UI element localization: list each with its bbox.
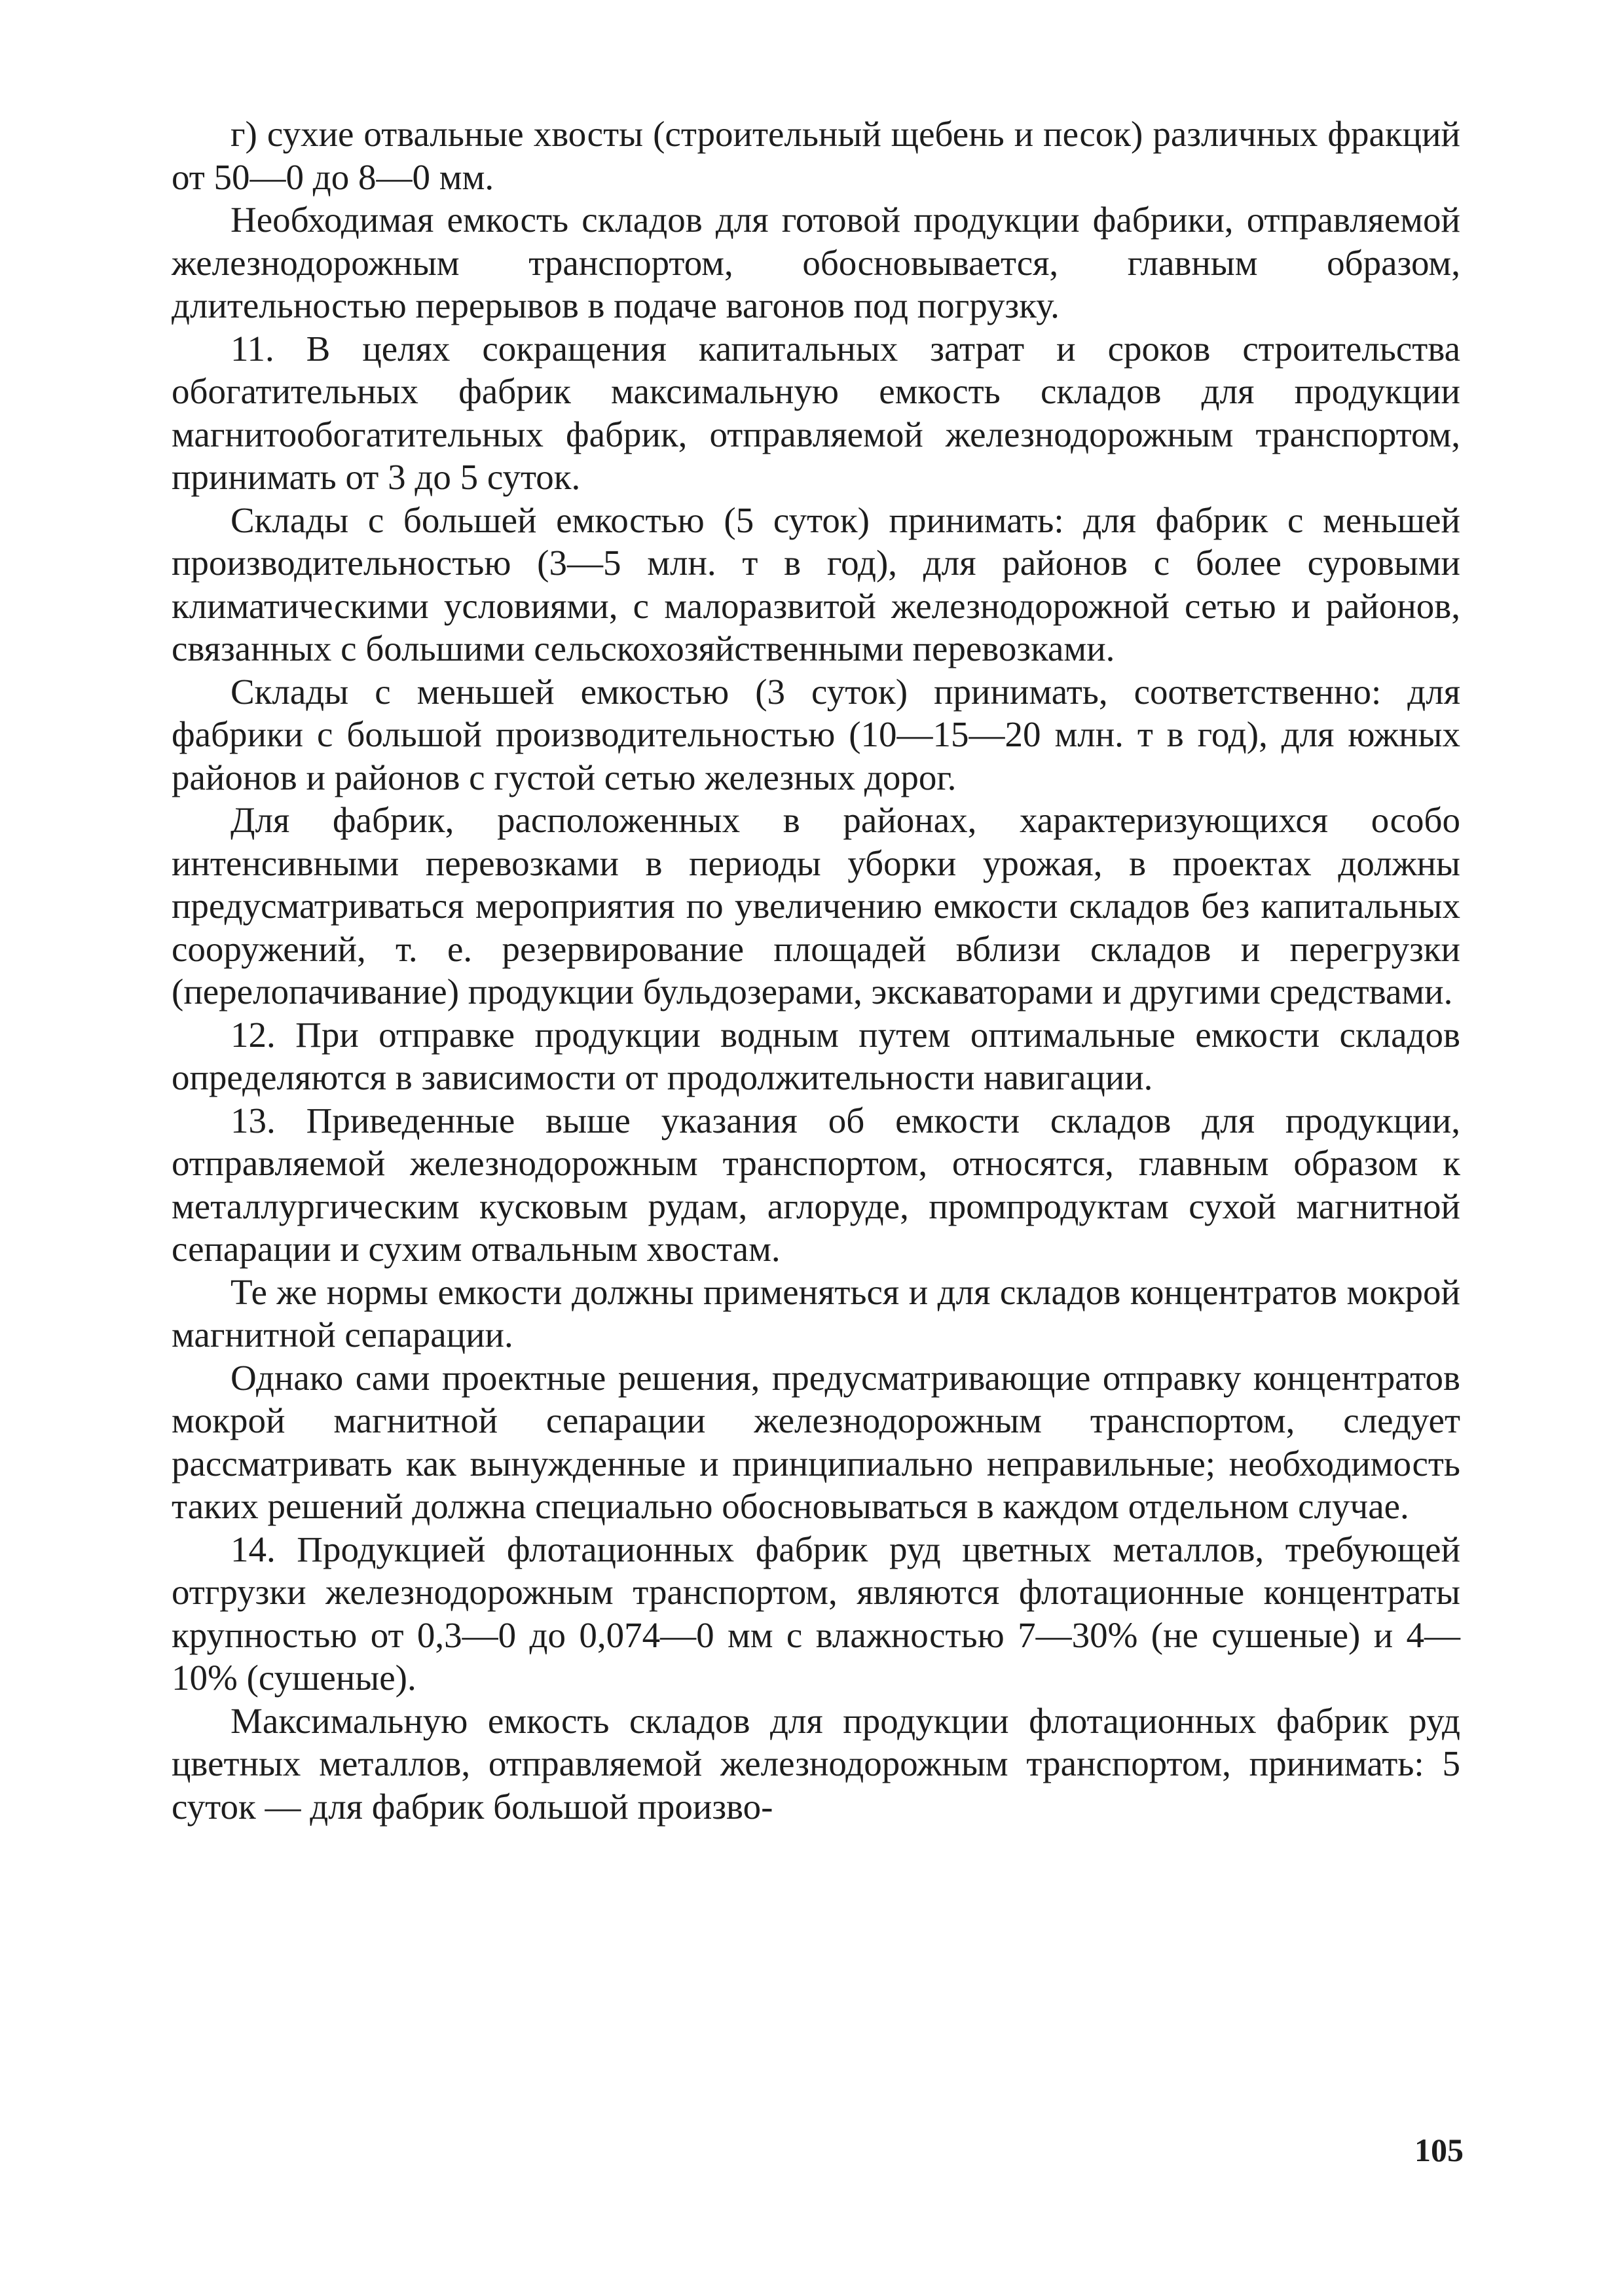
- paragraph-item-12: 12. При отправке продукции водным путем оптимальные емкости складов определяются в зависимости от продолжительности навигации.: [172, 1014, 1460, 1097]
- paragraph-item-13: 13. Приведенные выше указания об емкости складов для продукции, отправляемой железнодорожным транспортом, относятся, главным образом к металлургическим кусковым рудам, аглоруде, промпродуктам сухой магнитной сепарации и сухим отвальным хвостам.: [172, 1100, 1460, 1269]
- page-number: 105: [1414, 2132, 1464, 2168]
- paragraph-design-decisions: Однако сами проектные решения, предусматривающие отправку концентратов мокрой магнитной сепарации железнодорожным транспортом, следует рассматривать как вынужденные и принципиально неправильные; необходимость таких решений должна специально обосновываться в каждом отдельном случае.: [172, 1357, 1460, 1526]
- paragraph-dry-tailings: г) сухие отвальные хвосты (строительный щебень и песок) различных фракций от 50—0 до 8—0 мм.: [172, 114, 1460, 197]
- paragraph-larger-warehouses: Склады с большей емкостью (5 суток) принимать: для фабрик с меньшей производительностью (3—5 млн. т в год), для районов с более суровыми климатическими условиями, с малоразвитой железнодорожной сетью и районов, связанных с большими сельскохозяйственными перевозками.: [172, 500, 1460, 668]
- paragraph-max-capacity: Максимальную емкость складов для продукции флотационных фабрик руд цветных металлов, отправляемой железнодорожным транспортом, принимать: 5 суток — для фабрик большой произво-: [172, 1700, 1460, 1827]
- paragraph-item-11: 11. В целях сокращения капитальных затрат и сроков строительства обогатительных фабрик максимальную емкость складов для продукции магнитообогатительных фабрик, отправляемой железнодорожным транспортом, принимать от 3 до 5 суток.: [172, 328, 1460, 497]
- paragraph-item-14: 14. Продукцией флотационных фабрик руд цветных металлов, требующей отгрузки железнодорожным транспортом, являются флотационные концентраты крупностью от 0,3—0 до 0,074—0 мм с влажностью 7—30% (не сушеные) и 4—10% (сушеные).: [172, 1529, 1460, 1698]
- paragraph-storage-capacity: Необходимая емкость складов для готовой продукции фабрики, отправляемой железнодорожным транспортом, обосновывается, главным образом, длительностью перерывов в подаче вагонов под погрузку.: [172, 200, 1460, 325]
- paragraph-harvest-regions: Для фабрик, расположенных в районах, характеризующихся особо интенсивными перевозками в периоды уборки урожая, в проектах должны предусматриваться мероприятия по увеличению емкости складов без капитальных сооружений, т. е. резервирование площадей вблизи складов и перегрузки (перелопачивание) продукции бульдозерами, экскаваторами и другими средствами.: [172, 800, 1460, 1011]
- paragraph-smaller-warehouses: Склады с меньшей емкостью (3 суток) принимать, соответственно: для фабрики с большой производительностью (10—15—20 млн. т в год), для южных районов и районов с густой сетью железных дорог.: [172, 671, 1460, 797]
- page-body-text: [172, 113, 1460, 1828]
- paragraph-wet-concentrates: Те же нормы емкости должны применяться и для складов концентратов мокрой магнитной сепарации.: [172, 1271, 1460, 1355]
